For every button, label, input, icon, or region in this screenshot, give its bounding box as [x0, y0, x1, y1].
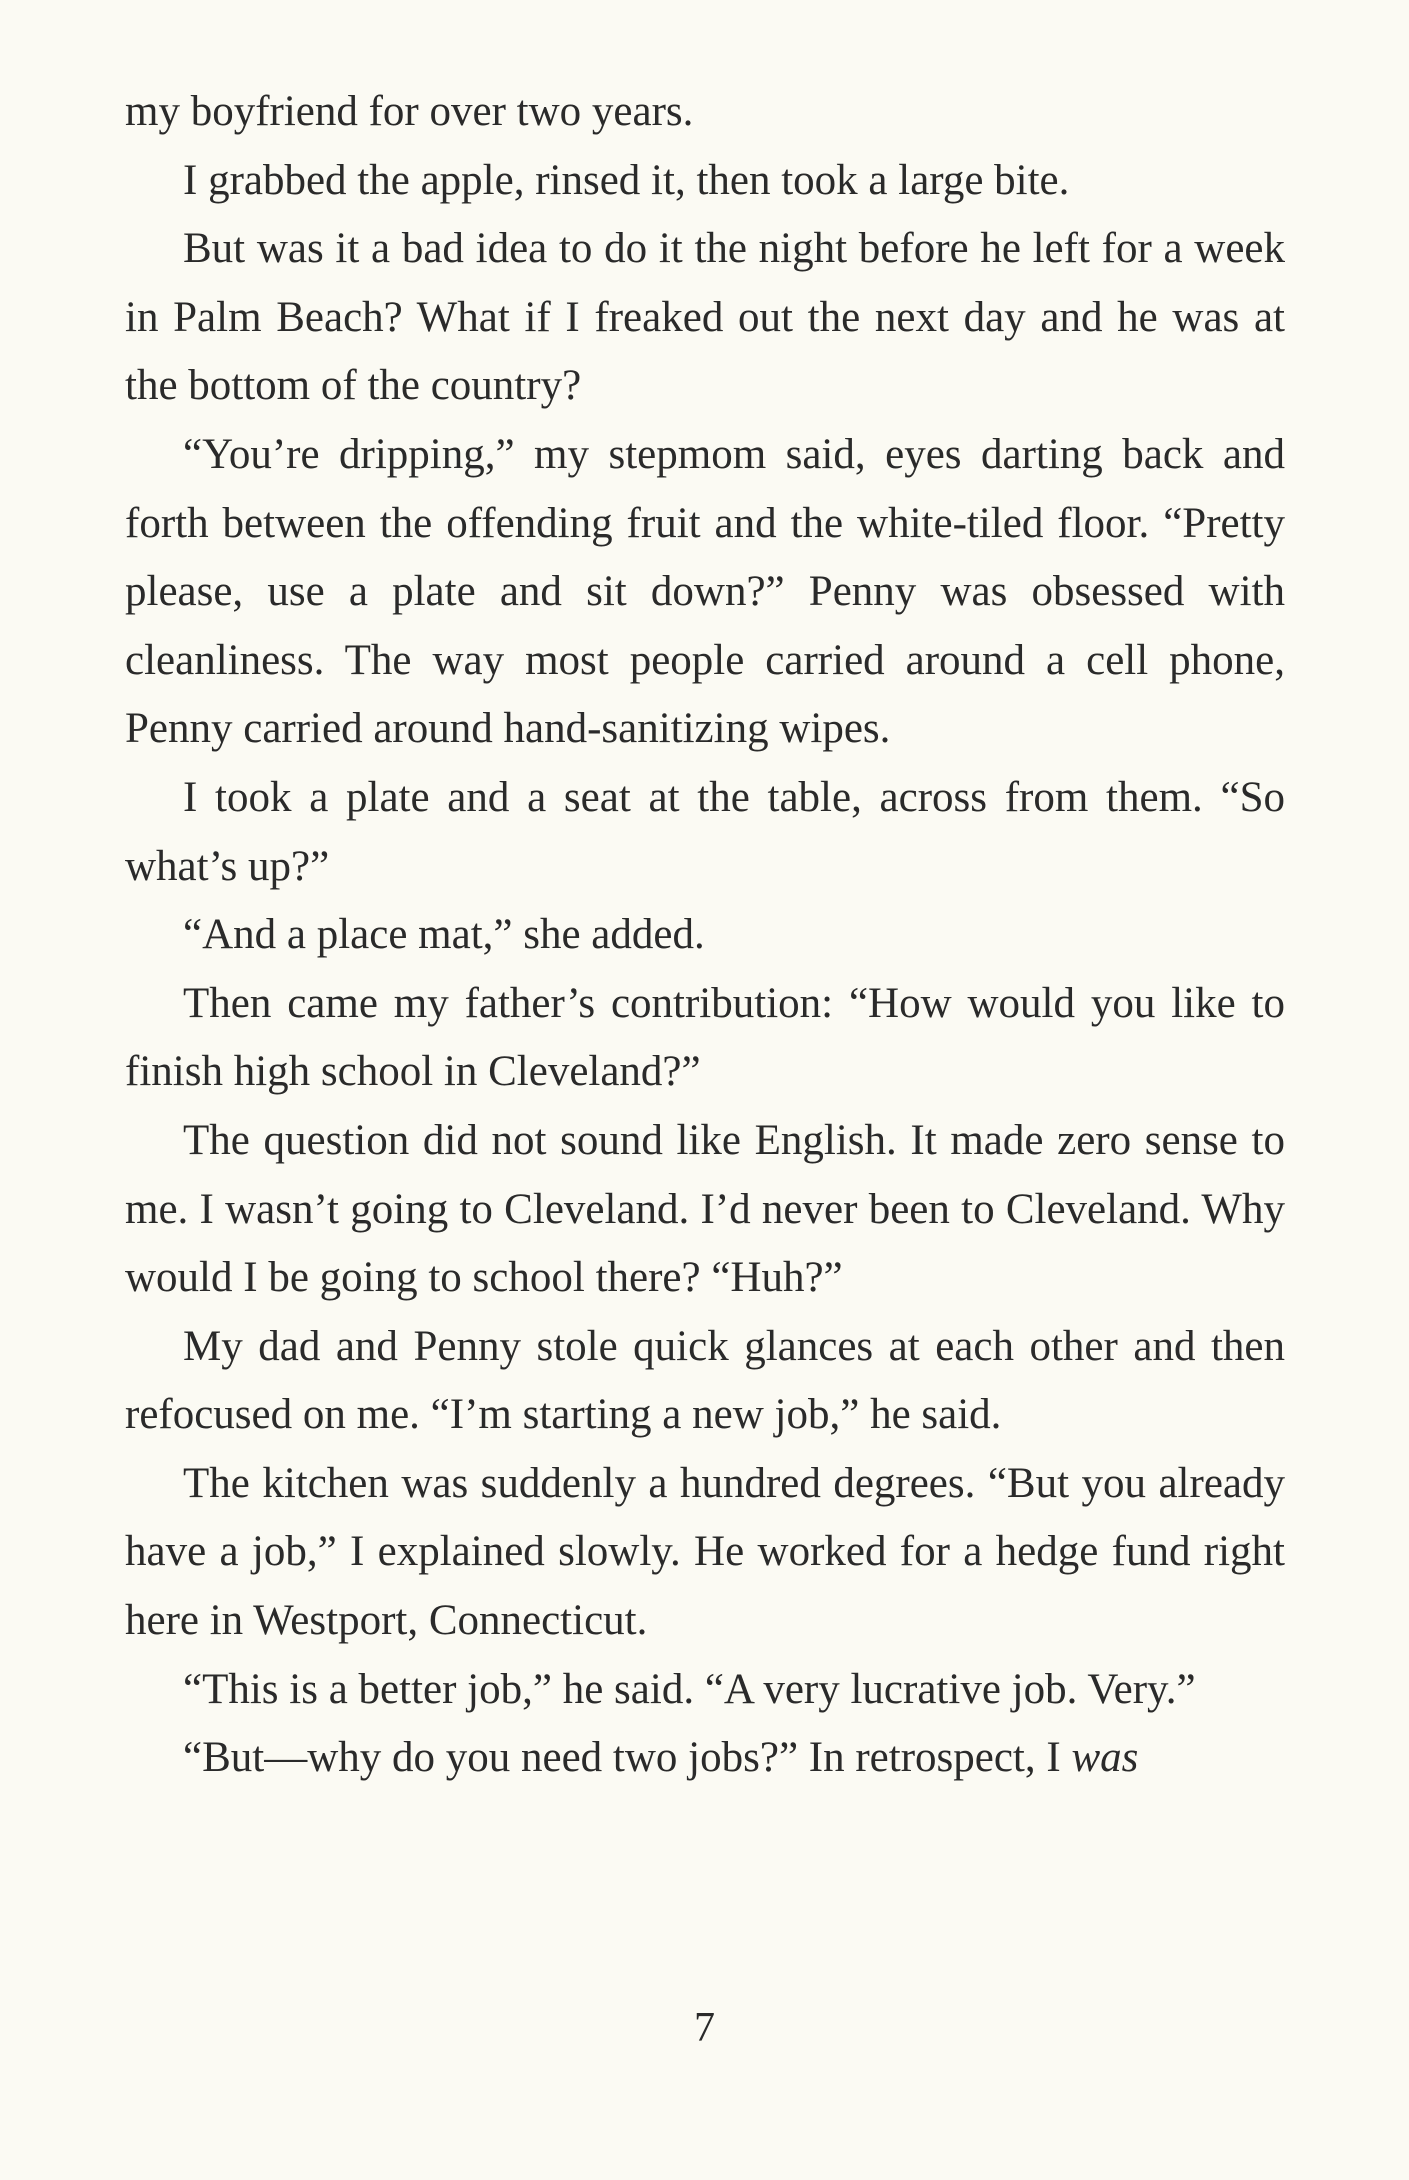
body-text: [125, 78, 1285, 1793]
paragraph: My dad and Penny stole quick glances at each other and then refocused on me. “I’m starting a new job,” he said.: [125, 1322, 1285, 1439]
paragraph: The kitchen was suddenly a hundred degrees. “But you already have a job,” I explained slowly. He worked for a hedge fund right here in Westport, Connecticut.: [125, 1459, 1285, 1645]
paragraph: “This is a better job,” he said. “A very lucrative job. Very.”: [183, 1665, 1196, 1713]
paragraph: “And a place mat,” she added.: [183, 911, 705, 959]
page-number: 7: [694, 2005, 715, 2051]
paragraph: my boyfriend for over two years.: [125, 88, 694, 135]
italic-word: was: [1071, 1734, 1139, 1782]
paragraph: But was it a bad idea to do it the night before he left for a week in Palm Beach? What if I freaked out the next day and he was at the bottom of the country?: [125, 225, 1285, 410]
paragraph: I took a plate and a seat at the table, across from them. “So what’s up?”: [125, 773, 1285, 890]
paragraph: Then came my father’s contribution: “How would you like to finish high school in Cleveland?”: [125, 979, 1285, 1096]
paragraph: “You’re dripping,” my stepmom said, eyes darting back and forth between the offending fruit and the white-tiled floor. “Pretty please, use a plate and sit down?” Penny was obsessed with cleanliness. The way most people carried around a cell phone, Penny carried around hand-sanitizing wipes.: [125, 430, 1285, 753]
paragraph: The question did not sound like English. It made zero sense to me. I wasn’t going to Cleveland. I’d never been to Cleveland. Why would I be going to school there? “Huh?”: [125, 1116, 1285, 1302]
paragraph-last: [125, 1724, 1285, 1793]
paragraph: I grabbed the apple, rinsed it, then took a large bite.: [183, 156, 1070, 204]
paragraph-text: “But—why do you need two jobs?” In retrospect, I: [183, 1734, 1072, 1782]
